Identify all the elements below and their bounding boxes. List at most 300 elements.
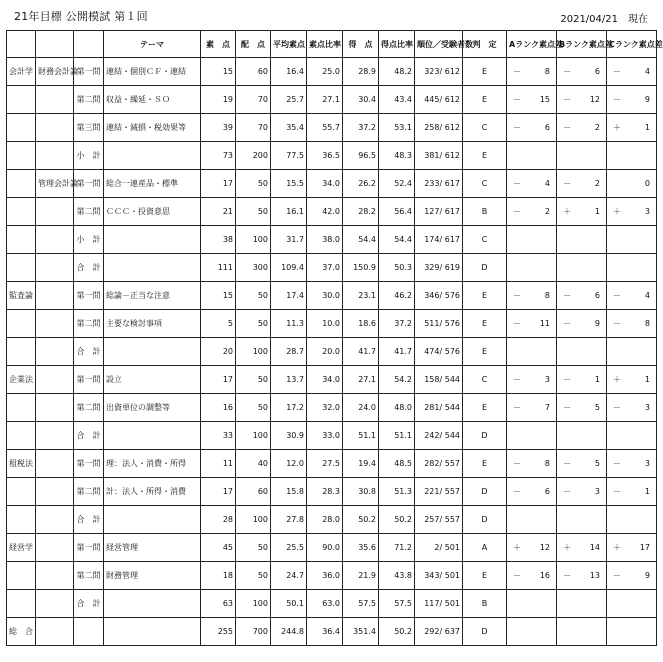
max-score-cell: 50 <box>236 282 271 310</box>
subject-cell: 会計学 <box>7 58 36 86</box>
rank-c-sign: ＋ <box>613 543 621 552</box>
rank-b-sign: － <box>563 123 571 132</box>
score-cell: 21 <box>201 198 236 226</box>
subject-cell <box>7 254 36 282</box>
table-row <box>7 590 657 618</box>
rank-a-value: 7 <box>544 403 550 412</box>
score-ratio-cell: 28.0 <box>307 506 343 534</box>
table-row <box>7 338 657 366</box>
judgement-cell: E <box>463 142 507 170</box>
rank-c-sign: － <box>613 459 621 468</box>
rank-a-sign: － <box>513 207 521 216</box>
rank-b-value: 1 <box>594 375 600 384</box>
max-score-cell: 50 <box>236 198 271 226</box>
subject-cell <box>7 310 36 338</box>
theme-cell: 財務管理 <box>104 562 201 590</box>
judgement-cell: E <box>463 86 507 114</box>
rank-b-diff-cell <box>557 310 607 338</box>
points-cell: 24.0 <box>343 394 379 422</box>
points-cell: 51.1 <box>343 422 379 450</box>
judgement-cell: D <box>463 254 507 282</box>
results-table <box>6 30 663 646</box>
table-row <box>7 282 657 310</box>
rank-c-value: 17 <box>639 543 650 552</box>
rank-a-sign: － <box>513 459 521 468</box>
rank-a-value: 12 <box>539 543 550 552</box>
rank-c-value: 3 <box>644 207 650 216</box>
area-cell <box>36 142 74 170</box>
rank-b-value: 5 <box>594 403 600 412</box>
rank-c-sign: － <box>613 95 621 104</box>
average-cell: 25.7 <box>271 86 307 114</box>
part-cell: 合 計 <box>74 506 104 534</box>
subject-cell <box>7 86 36 114</box>
rank-c-value: 3 <box>644 403 650 412</box>
rank-b-diff-cell <box>557 478 607 506</box>
max-score-cell: 50 <box>236 534 271 562</box>
points-cell: 26.2 <box>343 170 379 198</box>
part-cell: 合 計 <box>74 422 104 450</box>
rank-b-sign: － <box>563 291 571 300</box>
points-ratio-cell: 50.2 <box>379 506 415 534</box>
rank-a-diff-cell <box>507 478 557 506</box>
score-ratio-cell: 34.0 <box>307 366 343 394</box>
rank-cell: 158/ 544 <box>415 366 463 394</box>
score-cell: 11 <box>201 450 236 478</box>
part-cell: 第二問 <box>74 310 104 338</box>
rank-c-diff-cell <box>607 114 657 142</box>
theme-cell: 連結・個別ＣＦ・連結 <box>104 58 201 86</box>
theme-cell <box>104 226 201 254</box>
rank-a-sign: － <box>513 403 521 412</box>
score-cell: 111 <box>201 254 236 282</box>
score-cell: 38 <box>201 226 236 254</box>
subject-cell <box>7 170 36 198</box>
area-cell <box>36 254 74 282</box>
score-ratio-cell: 27.5 <box>307 450 343 478</box>
rank-a-sign: ＋ <box>513 543 521 552</box>
points-cell: 37.2 <box>343 114 379 142</box>
rank-cell: 257/ 557 <box>415 506 463 534</box>
rank-a-sign: － <box>513 179 521 188</box>
theme-cell: 設立 <box>104 366 201 394</box>
score-cell: 45 <box>201 534 236 562</box>
judgement-cell: A <box>463 534 507 562</box>
rank-b-diff-cell <box>557 282 607 310</box>
points-ratio-cell: 54.2 <box>379 366 415 394</box>
header-cell: Aランク素点差 <box>507 31 557 58</box>
rank-cell: 329/ 619 <box>415 254 463 282</box>
rank-c-sign: － <box>613 291 621 300</box>
judgement-cell: E <box>463 450 507 478</box>
max-score-cell: 70 <box>236 114 271 142</box>
judgement-cell: E <box>463 394 507 422</box>
rank-c-diff-cell <box>607 366 657 394</box>
rank-cell: 117/ 501 <box>415 590 463 618</box>
rank-a-diff-cell <box>507 58 557 86</box>
score-cell: 18 <box>201 562 236 590</box>
max-score-cell: 50 <box>236 562 271 590</box>
points-ratio-cell: 51.1 <box>379 422 415 450</box>
score-cell: 63 <box>201 590 236 618</box>
area-cell: 財務会計論 <box>36 58 74 86</box>
average-cell: 17.4 <box>271 282 307 310</box>
part-cell: 第二問 <box>74 86 104 114</box>
rank-b-sign: － <box>563 95 571 104</box>
table-row <box>7 506 657 534</box>
rank-cell: 233/ 617 <box>415 170 463 198</box>
subject-cell <box>7 142 36 170</box>
rank-cell: 292/ 637 <box>415 618 463 646</box>
rank-c-value: 1 <box>644 487 650 496</box>
rank-a-value: 6 <box>544 487 550 496</box>
part-cell: 合 計 <box>74 338 104 366</box>
rank-c-value: 1 <box>644 375 650 384</box>
theme-cell: 主要な検討事項 <box>104 310 201 338</box>
area-cell <box>36 338 74 366</box>
area-cell <box>36 282 74 310</box>
theme-cell <box>104 422 201 450</box>
area-cell <box>36 618 74 646</box>
average-cell: 17.2 <box>271 394 307 422</box>
max-score-cell: 50 <box>236 394 271 422</box>
rank-c-value: 8 <box>644 319 650 328</box>
points-ratio-cell: 51.3 <box>379 478 415 506</box>
theme-cell <box>104 590 201 618</box>
points-ratio-cell: 50.2 <box>379 618 415 646</box>
rank-b-diff-cell <box>557 198 607 226</box>
rank-c-value: 9 <box>644 95 650 104</box>
rank-b-diff-cell <box>557 422 607 450</box>
score-cell: 28 <box>201 506 236 534</box>
average-cell: 24.7 <box>271 562 307 590</box>
score-ratio-cell: 55.7 <box>307 114 343 142</box>
rank-c-diff-cell <box>607 394 657 422</box>
score-cell: 17 <box>201 366 236 394</box>
rank-c-diff-cell <box>607 198 657 226</box>
area-cell <box>36 562 74 590</box>
score-cell: 19 <box>201 86 236 114</box>
points-ratio-cell: 48.3 <box>379 142 415 170</box>
rank-cell: 221/ 557 <box>415 478 463 506</box>
points-ratio-cell: 54.4 <box>379 226 415 254</box>
rank-a-sign: － <box>513 319 521 328</box>
rank-c-sign: － <box>613 403 621 412</box>
rank-c-diff-cell <box>607 142 657 170</box>
theme-cell: 収益・繰延・ＳＯ <box>104 86 201 114</box>
judgement-cell: C <box>463 114 507 142</box>
rank-b-value: 12 <box>589 95 600 104</box>
points-ratio-cell: 48.0 <box>379 394 415 422</box>
rank-a-diff-cell <box>507 310 557 338</box>
rank-a-value: 16 <box>539 571 550 580</box>
rank-b-sign: － <box>563 67 571 76</box>
average-cell: 30.9 <box>271 422 307 450</box>
rank-c-sign: － <box>613 67 621 76</box>
score-ratio-cell: 63.0 <box>307 590 343 618</box>
rank-b-value: 6 <box>594 67 600 76</box>
max-score-cell: 40 <box>236 450 271 478</box>
rank-a-diff-cell <box>507 142 557 170</box>
rank-cell: 281/ 544 <box>415 394 463 422</box>
part-cell <box>74 618 104 646</box>
rank-b-sign: － <box>563 403 571 412</box>
score-ratio-cell: 90.0 <box>307 534 343 562</box>
rank-cell: 511/ 576 <box>415 310 463 338</box>
points-cell: 57.5 <box>343 590 379 618</box>
rank-a-diff-cell <box>507 618 557 646</box>
area-cell <box>36 198 74 226</box>
rank-cell: 282/ 557 <box>415 450 463 478</box>
average-cell: 25.5 <box>271 534 307 562</box>
rank-a-sign: － <box>513 95 521 104</box>
part-cell: 第一問 <box>74 450 104 478</box>
rank-c-diff-cell <box>607 506 657 534</box>
points-cell: 41.7 <box>343 338 379 366</box>
part-cell: 第一問 <box>74 534 104 562</box>
max-score-cell: 60 <box>236 58 271 86</box>
points-cell: 27.1 <box>343 366 379 394</box>
score-ratio-cell: 20.0 <box>307 338 343 366</box>
average-cell: 12.0 <box>271 450 307 478</box>
part-cell: 第一問 <box>74 366 104 394</box>
score-ratio-cell: 28.3 <box>307 478 343 506</box>
points-ratio-cell: 37.2 <box>379 310 415 338</box>
points-ratio-cell: 43.8 <box>379 562 415 590</box>
score-ratio-cell: 34.0 <box>307 170 343 198</box>
subject-cell: 総 合 <box>7 618 36 646</box>
judgement-cell: C <box>463 226 507 254</box>
average-cell: 27.8 <box>271 506 307 534</box>
rank-c-value: 1 <box>644 123 650 132</box>
header-cell: 素点比率 <box>307 31 343 58</box>
subject-cell: 監査論 <box>7 282 36 310</box>
rank-c-diff-cell <box>607 590 657 618</box>
rank-b-value: 6 <box>594 291 600 300</box>
area-cell <box>36 478 74 506</box>
points-cell: 30.4 <box>343 86 379 114</box>
points-ratio-cell: 48.5 <box>379 450 415 478</box>
subject-cell: 企業法 <box>7 366 36 394</box>
rank-c-diff-cell <box>607 86 657 114</box>
header-cell: 配 点 <box>236 31 271 58</box>
average-cell: 77.5 <box>271 142 307 170</box>
rank-b-sign: － <box>563 319 571 328</box>
rank-a-value: 4 <box>544 179 550 188</box>
points-ratio-cell: 52.4 <box>379 170 415 198</box>
part-cell: 小 計 <box>74 142 104 170</box>
subject-cell: 租税法 <box>7 450 36 478</box>
table-row <box>7 366 657 394</box>
rank-b-diff-cell <box>557 226 607 254</box>
header-cell <box>74 31 104 58</box>
score-cell: 17 <box>201 170 236 198</box>
rank-b-value: 2 <box>594 179 600 188</box>
rank-a-diff-cell <box>507 422 557 450</box>
max-score-cell: 300 <box>236 254 271 282</box>
area-cell <box>36 310 74 338</box>
header-row <box>7 31 657 58</box>
max-score-cell: 100 <box>236 590 271 618</box>
part-cell: 合 計 <box>74 254 104 282</box>
rank-cell: 381/ 612 <box>415 142 463 170</box>
points-cell: 28.2 <box>343 198 379 226</box>
rank-cell: 2/ 501 <box>415 534 463 562</box>
score-cell: 255 <box>201 618 236 646</box>
score-cell: 20 <box>201 338 236 366</box>
rank-c-value: 4 <box>644 291 650 300</box>
table-row <box>7 394 657 422</box>
rank-a-sign: － <box>513 67 521 76</box>
theme-cell <box>104 142 201 170</box>
points-ratio-cell: 53.1 <box>379 114 415 142</box>
score-cell: 17 <box>201 478 236 506</box>
header-cell: 平均素点 <box>271 31 307 58</box>
rank-a-sign: － <box>513 375 521 384</box>
score-ratio-cell: 27.1 <box>307 86 343 114</box>
rank-a-diff-cell <box>507 534 557 562</box>
rank-c-diff-cell <box>607 534 657 562</box>
rank-a-diff-cell <box>507 254 557 282</box>
average-cell: 16.4 <box>271 58 307 86</box>
judgement-cell: E <box>463 562 507 590</box>
theme-cell: 連結・減損・税効果等 <box>104 114 201 142</box>
average-cell: 50.1 <box>271 590 307 618</box>
rank-c-sign: ＋ <box>613 207 621 216</box>
subject-cell <box>7 506 36 534</box>
judgement-cell: B <box>463 590 507 618</box>
rank-c-diff-cell <box>607 478 657 506</box>
rank-cell: 174/ 617 <box>415 226 463 254</box>
max-score-cell: 50 <box>236 366 271 394</box>
rank-a-value: 8 <box>544 291 550 300</box>
judgement-cell: D <box>463 478 507 506</box>
judgement-cell: D <box>463 618 507 646</box>
score-ratio-cell: 42.0 <box>307 198 343 226</box>
rank-c-sign: ＋ <box>613 375 621 384</box>
header-cell: 得 点 <box>343 31 379 58</box>
theme-cell <box>104 254 201 282</box>
rank-c-sign: － <box>613 571 621 580</box>
area-cell <box>36 394 74 422</box>
score-ratio-cell: 38.0 <box>307 226 343 254</box>
rank-cell: 258/ 612 <box>415 114 463 142</box>
subject-cell <box>7 114 36 142</box>
rank-a-diff-cell <box>507 198 557 226</box>
part-cell: 小 計 <box>74 226 104 254</box>
rank-b-diff-cell <box>557 366 607 394</box>
average-cell: 16.1 <box>271 198 307 226</box>
theme-cell: 計：法人・所得・消費 <box>104 478 201 506</box>
judgement-cell: D <box>463 422 507 450</box>
area-cell <box>36 590 74 618</box>
rank-b-diff-cell <box>557 170 607 198</box>
average-cell: 31.7 <box>271 226 307 254</box>
score-ratio-cell: 33.0 <box>307 422 343 450</box>
rank-a-value: 8 <box>544 459 550 468</box>
header-cell <box>36 31 74 58</box>
average-cell: 15.5 <box>271 170 307 198</box>
points-cell: 50.2 <box>343 506 379 534</box>
max-score-cell: 100 <box>236 506 271 534</box>
points-ratio-cell: 43.4 <box>379 86 415 114</box>
rank-cell: 445/ 612 <box>415 86 463 114</box>
rank-cell: 242/ 544 <box>415 422 463 450</box>
rank-cell: 474/ 576 <box>415 338 463 366</box>
rank-cell: 346/ 576 <box>415 282 463 310</box>
rank-a-value: 15 <box>539 95 550 104</box>
score-ratio-cell: 30.0 <box>307 282 343 310</box>
score-ratio-cell: 36.4 <box>307 618 343 646</box>
points-cell: 96.5 <box>343 142 379 170</box>
judgement-cell: C <box>463 170 507 198</box>
subject-cell <box>7 198 36 226</box>
rank-a-diff-cell <box>507 338 557 366</box>
rank-a-diff-cell <box>507 170 557 198</box>
area-cell <box>36 114 74 142</box>
rank-b-sign: ＋ <box>563 207 571 216</box>
rank-a-sign: － <box>513 487 521 496</box>
rank-c-diff-cell <box>607 618 657 646</box>
judgement-cell: B <box>463 198 507 226</box>
part-cell: 第二問 <box>74 478 104 506</box>
rank-a-sign: － <box>513 291 521 300</box>
header-cell: Bランク素点差 <box>557 31 607 58</box>
rank-a-value: 2 <box>544 207 550 216</box>
rank-b-diff-cell <box>557 254 607 282</box>
part-cell: 第二問 <box>74 198 104 226</box>
rank-a-value: 6 <box>544 123 550 132</box>
part-cell: 第一問 <box>74 58 104 86</box>
table-row <box>7 422 657 450</box>
theme-cell: 出資単位の調整等 <box>104 394 201 422</box>
rank-b-value: 3 <box>594 487 600 496</box>
table-row <box>7 450 657 478</box>
rank-b-diff-cell <box>557 142 607 170</box>
rank-c-diff-cell <box>607 422 657 450</box>
table-row <box>7 86 657 114</box>
rank-b-diff-cell <box>557 450 607 478</box>
rank-b-value: 5 <box>594 459 600 468</box>
rank-c-diff-cell <box>607 562 657 590</box>
rank-c-diff-cell <box>607 254 657 282</box>
rank-b-diff-cell <box>557 86 607 114</box>
rank-a-value: 3 <box>544 375 550 384</box>
score-ratio-cell: 10.0 <box>307 310 343 338</box>
max-score-cell: 100 <box>236 422 271 450</box>
rank-c-diff-cell <box>607 58 657 86</box>
rank-a-diff-cell <box>507 86 557 114</box>
rank-b-sign: － <box>563 571 571 580</box>
rank-b-sign: － <box>563 179 571 188</box>
rank-b-sign: － <box>563 375 571 384</box>
rank-b-sign: ＋ <box>563 543 571 552</box>
area-cell: 管理会計論 <box>36 170 74 198</box>
points-cell: 23.1 <box>343 282 379 310</box>
average-cell: 109.4 <box>271 254 307 282</box>
judgement-cell: D <box>463 506 507 534</box>
average-cell: 244.8 <box>271 618 307 646</box>
judgement-cell: C <box>463 366 507 394</box>
rank-a-value: 11 <box>539 319 550 328</box>
points-cell: 19.4 <box>343 450 379 478</box>
rank-c-diff-cell <box>607 338 657 366</box>
average-cell: 11.3 <box>271 310 307 338</box>
points-ratio-cell: 41.7 <box>379 338 415 366</box>
header-cell: 順位／受験者数 <box>415 31 463 58</box>
points-ratio-cell: 50.3 <box>379 254 415 282</box>
theme-cell <box>104 506 201 534</box>
